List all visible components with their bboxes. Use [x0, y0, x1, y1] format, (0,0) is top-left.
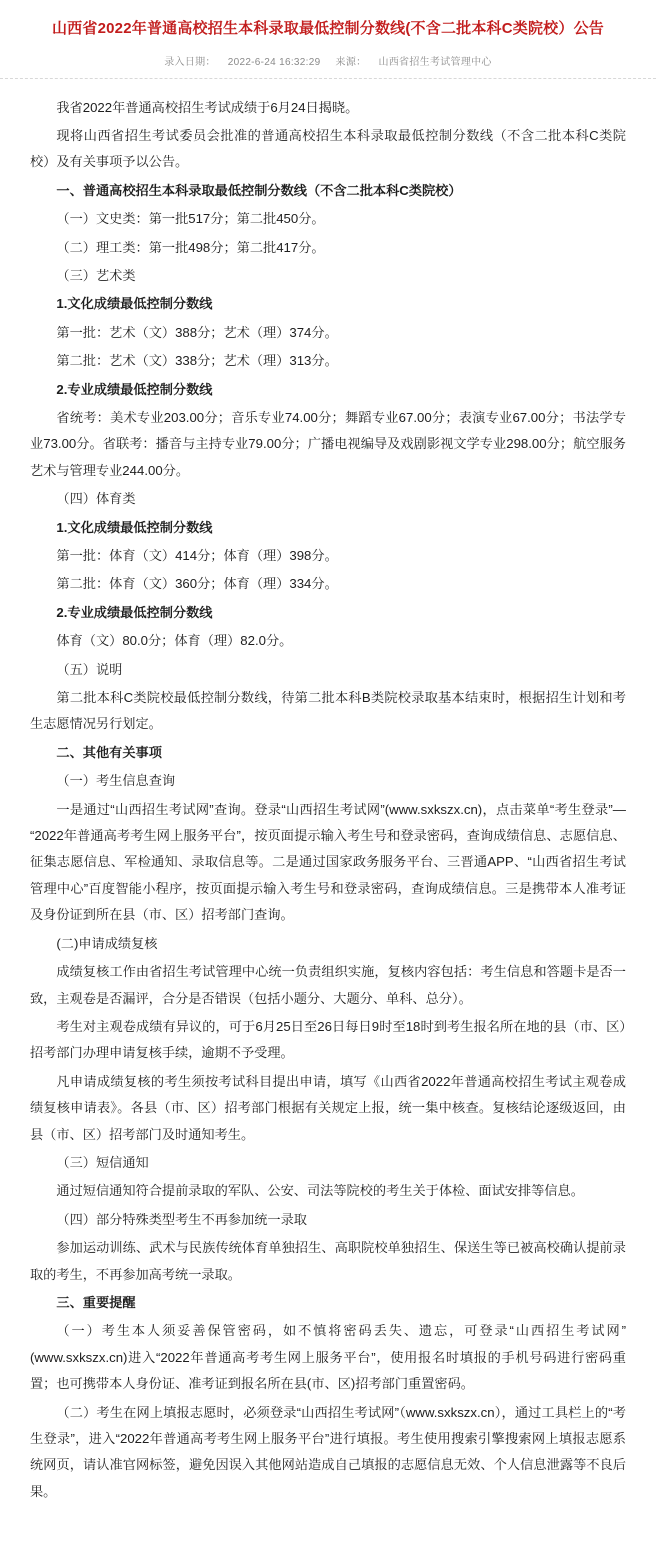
source-value: 山西省招生考试管理中心: [378, 56, 492, 68]
section-3-item-1: （一）考生本人须妥善保管密码，如不慎将密码丢失、遗忘，可登录“山西招生考试网”(www.sxkszx.cn)进入“2022年普通高考考生网上服务平台”，使用报名时填报的手机号码进行密码重置；也可携带本人身份证、准考证到报名所在县(市、区)招考部门重置密码。: [30, 1323, 626, 1392]
entry-date-label: 录入日期：: [164, 56, 216, 68]
section-3-item-2: （二）考生在网上填报志愿时，必须登录“山西招生考试网”（www.sxkszx.cn），通过工具栏上的“考生登录”，进入“2022年普通高考考生网上服务平台”进行填报。考生使用搜索引擎搜索网上填报志愿系统网页，请认准官网标签，避免因误入其他网站造成自己填报的志愿信息无效、个人信息泄露等不良后果。: [30, 1404, 626, 1499]
section-2-item-4-text: 参加运动训练、武术与民族传统体育单独招生、高职院校单独招生、保送生等已被高校确认提前录取的考生，不再参加高考统一录取。: [30, 1240, 626, 1282]
sports-major-score-heading: 2.专业成绩最低控制分数线: [56, 604, 213, 620]
section-1-item-3: （三）艺术类: [56, 267, 136, 283]
section-2-item-1-text: 一是通过“山西招生考试网”查询。登录“山西招生考试网”(www.sxkszx.cn)，点击菜单“考生登录”—“2022年普通高考考生网上服务平台”，按页面提示输入考生号和登录密码，查询成绩信息、志愿信息、征集志愿信息、军检通知、录取信息等。二是通过国家政务服务平台、三晋通APP、“山西省招生考试管理中心”百度智能小程序，按页面提示输入考生号和登录密码，查询成绩信息。三是携带本人准考证及身份证到所在县（市、区）招考部门查询。: [30, 801, 626, 923]
sports-culture-score-heading: 1.文化成绩最低控制分数线: [56, 519, 213, 535]
section-1-item-1: （一）文史类：第一批517分；第二批450分。: [56, 211, 325, 227]
section-1-heading: 一、普通高校招生本科录取最低控制分数线（不含二批本科C类院校）: [56, 182, 462, 198]
section-2-item-2-text-3: 凡申请成绩复核的考生须按考试科目提出申请，填写《山西省2022年普通高校招生考试主观卷成绩复核申请表》。各县（市、区）招考部门根据有关规定上报，统一集中核查。复核结论逐级返回，由县（市、区）招考部门及时通知考生。: [30, 1073, 626, 1142]
sports-culture-batch-1: 第一批：体育（文）414分；体育（理）398分。: [56, 548, 338, 563]
section-2-item-3-text: 通过短信通知符合提前录取的军队、公安、司法等院校的考生关于体检、面试安排等信息。: [56, 1183, 584, 1199]
section-1-item-4: （四）体育类: [56, 491, 136, 507]
section-1-item-5-text: 第二批本科C类院校最低控制分数线，待第二批本科B类院校录取基本结束时，根据招生计划和考生志愿情况另行划定。: [30, 690, 626, 732]
art-culture-score-heading: 1.文化成绩最低控制分数线: [56, 296, 213, 312]
section-3-heading: 三、重要提醒: [56, 1294, 136, 1310]
sports-major-scores: 体育（文）80.0分；体育（理）82.0分。: [56, 633, 293, 649]
section-2-item-4: （四）部分特殊类型考生不再参加统一录取: [56, 1211, 307, 1227]
section-2-heading: 二、其他有关事项: [56, 744, 162, 760]
document-header: [0, 0, 656, 79]
section-1-item-5: （五）说明: [56, 661, 123, 677]
section-2-item-2-text-2: 考生对主观卷成绩有异议的，可于6月25日至26日每日9时至18时到考生报名所在地的县（市、区）招考部门办理申请复核手续，逾期不予受理。: [30, 1018, 626, 1061]
art-culture-batch-1: 第一批：艺术（文）388分；艺术（理）374分。: [56, 324, 338, 340]
paragraph-intro-2: 现将山西省招生考试委员会批准的普通高校招生本科录取最低控制分数线（不含二批本科C类院校）及有关事项予以公告。: [30, 127, 626, 170]
page-title: 山西省2022年普通高校招生本科录取最低控制分数线(不含二批本科C类院校）公告: [51, 20, 604, 37]
section-2-item-2: (二)申请成绩复核: [56, 935, 158, 951]
section-2-item-3: （三）短信通知: [56, 1154, 149, 1170]
art-culture-batch-2: 第二批：艺术（文）338分；艺术（理）313分。: [56, 353, 338, 369]
source-label: 来源：: [335, 56, 367, 68]
document-meta: [28, 53, 628, 68]
sports-culture-batch-2: 第二批：体育（文）360分；体育（理）334分。: [56, 576, 338, 592]
section-2-item-1: （一）考生信息查询: [56, 773, 176, 789]
paragraph-intro-1: 我省2022年普通高校招生考试成绩于6月24日揭晓。: [56, 99, 359, 115]
section-1-item-2: （二）理工类：第一批498分；第二批417分。: [56, 239, 325, 255]
art-major-score-heading: 2.专业成绩最低控制分数线: [56, 381, 213, 397]
art-major-scores: 省统考：美术专业203.00分；音乐专业74.00分；舞蹈专业67.00分；表演专业67.00分；书法学专业73.00分。省联考：播音与主持专业79.00分；广播电视编导及戏剧影视文学专业298.00分；航空服务艺术与管理专业244.00分。: [30, 409, 626, 478]
section-2-item-2-text-1: 成绩复核工作由省招生考试管理中心统一负责组织实施，复核内容包括：考生信息和答题卡是否一致，主观卷是否漏评，合分是否错误（包括小题分、大题分、单科、总分）。: [30, 964, 626, 1006]
entry-date-value: 2022-6-24 16:32:29: [227, 56, 321, 68]
document-body: [0, 79, 656, 1536]
